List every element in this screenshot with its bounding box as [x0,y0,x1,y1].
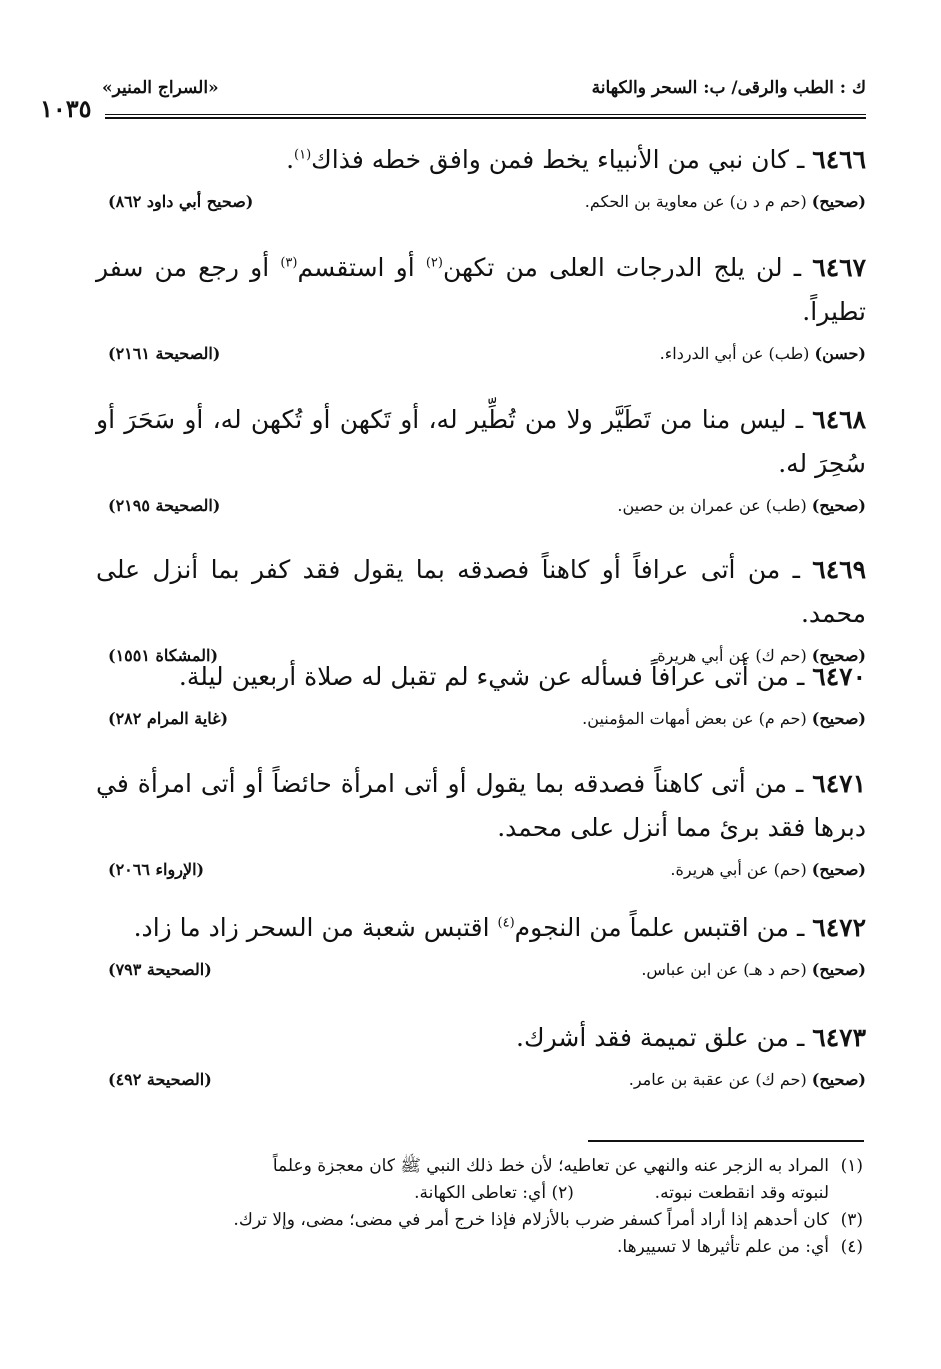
hadith-entry [96,1016,866,1098]
header-rule [105,114,866,119]
hadith-text: ٦٤٦٨ ـ ليس منا من تَطَيَّر ولا من تُطِّير له، أو تَكهن أو تُكهن له، أو سَحَرَ أو سُحِرَ له. [96,405,867,478]
hadith-number: ٦٤٧٢ [812,913,866,942]
hadith-source [96,860,866,888]
footnote-2: (٢) أي: تعاطى الكهانة. [414,1183,574,1203]
hadith-number: ٦٤٦٧ [812,253,867,282]
hadith-source [96,1070,866,1098]
reference: (الإرواء ٢٠٦٦) [108,860,205,879]
hadith-number: ٦٤٧٣ [812,1023,866,1052]
footnote-ref: (٤) [497,915,515,931]
hadith-entry [96,246,866,372]
grade: (حسن) [814,344,866,363]
narration: (حم د هـ) عن ابن عباس. [641,960,807,979]
grade: (صحيح) [811,192,866,211]
hadith-entry [96,398,866,524]
grade: (صحيح) [811,860,866,879]
footnote-4: (٤)أي: من علم تأثيرها لا تسييرها. [617,1237,863,1257]
reference: (الصحيحة ٧٩٣) [108,960,212,979]
footnote-rule [588,1140,864,1142]
hadith-number: ٦٤٧٠ [812,662,866,691]
hadith-entry [96,138,866,220]
hadith-source [96,960,866,988]
hadith-entry [96,906,866,988]
narration: (حم م) عن بعض أمهات المؤمنين. [582,709,807,728]
hadith-number: ٦٤٦٩ [812,555,867,584]
narration: (طب) عن أبي الدرداء. [659,344,810,363]
footnote-ref: (٣) [280,255,298,271]
narration: (طب) عن عمران بن حصين. [617,496,807,515]
reference: (الصحيحة ٢١٩٥) [108,496,221,515]
running-header [40,78,866,123]
grade: (صحيح) [811,960,866,979]
hadith-source [96,709,866,737]
reference: (غاية المرام ٢٨٢) [108,709,229,728]
hadith-number: ٦٤٦٨ [812,405,867,434]
narration: (حم م د ن) عن معاوية بن الحكم. [584,192,807,211]
grade: (صحيح) [811,646,866,665]
reference: (الصحيحة ٤٩٢) [108,1070,212,1089]
grade: (صحيح) [811,709,866,728]
hadith-number: ٦٤٧١ [812,769,867,798]
reference: (الصحيحة ٢١٦١) [108,344,221,363]
hadith-number: ٦٤٦٦ [812,145,866,174]
hadith-text: ٦٤٧٢ ـ من اقتبس علماً من النجوم$^{(٤)}$ اقتبس شعبة من السحر زاد ما زاد. [133,913,866,942]
hadith-text: ٦٤٧٣ ـ من علق تميمة فقد أشرك. [516,1023,866,1052]
footnote-ref: (١) [294,147,312,163]
hadith-text: ٦٤٦٧ ـ لن يلج الدرجات العلى من تكهن$^{(٢)}$ أو استقسم$^{(٣)}$ أو رجع من سفر تطيراً. [96,253,867,326]
hadith-source [96,344,866,372]
hadith-entry [96,762,866,888]
hadith-source [96,192,866,220]
footnote-1-continued: لنبوته وقد انقطعت نبوته. (٢) أي: تعاطى الكهانة. [414,1183,829,1203]
footnote-3: (٣)كان أحدهم إذا أراد أمراً كسفر ضرب بالأزلام فإذا خرج أمر في مضى؛ مضى، وإلا ترك. [233,1210,863,1230]
grade: (صحيح) [811,496,866,515]
hadith-text: ٦٤٦٩ ـ من أتى عرافاً أو كاهناً فصدقه بما يقول فقد كفر بما أنزل على محمد. [96,555,867,628]
hadith-source [96,496,866,524]
hadith-text: ٦٤٦٦ ـ كان نبي من الأنبياء يخط فمن وافق خطه فذاك$^{(١)}$. [286,145,866,174]
hadith-text: ٦٤٧٠ ـ من أتى عرافاً فسأله عن شيء لم تقبل له صلاة أربعين ليلة. [178,662,866,691]
book-title: «السراج المنير» [102,78,219,98]
reference: (صحيح أبي داود ٨٦٢) [108,192,254,211]
narration: (حم ك) عن أبي هريرة. [652,646,807,665]
grade: (صحيح) [811,1070,866,1089]
page-number: ١٠٣٥ [40,94,92,123]
footnote-1: (١)المراد به الزجر عنه والنهي عن تعاطيه؛ لأن خط ذلك النبي ﷺ كان معجزة وعلماً [272,1156,863,1176]
chapter-title: ك : الطب والرقى/ ب: السحر والكهانة [591,78,866,98]
footnotes [73,1153,863,1261]
hadith-entry [96,655,866,737]
narration: (حم) عن أبي هريرة. [670,860,807,879]
hadith-text: ٦٤٧١ ـ من أتى كاهناً فصدقه بما يقول أو أتى امرأة حائضاً أو أتى امرأة في دبرها فقد برئ مما أنزل على محمد. [96,769,867,842]
narration: (حم ك) عن عقبة بن عامر. [628,1070,807,1089]
reference: (المشكاة ١٥٥١) [108,646,219,665]
footnote-ref: (٢) [425,255,443,271]
